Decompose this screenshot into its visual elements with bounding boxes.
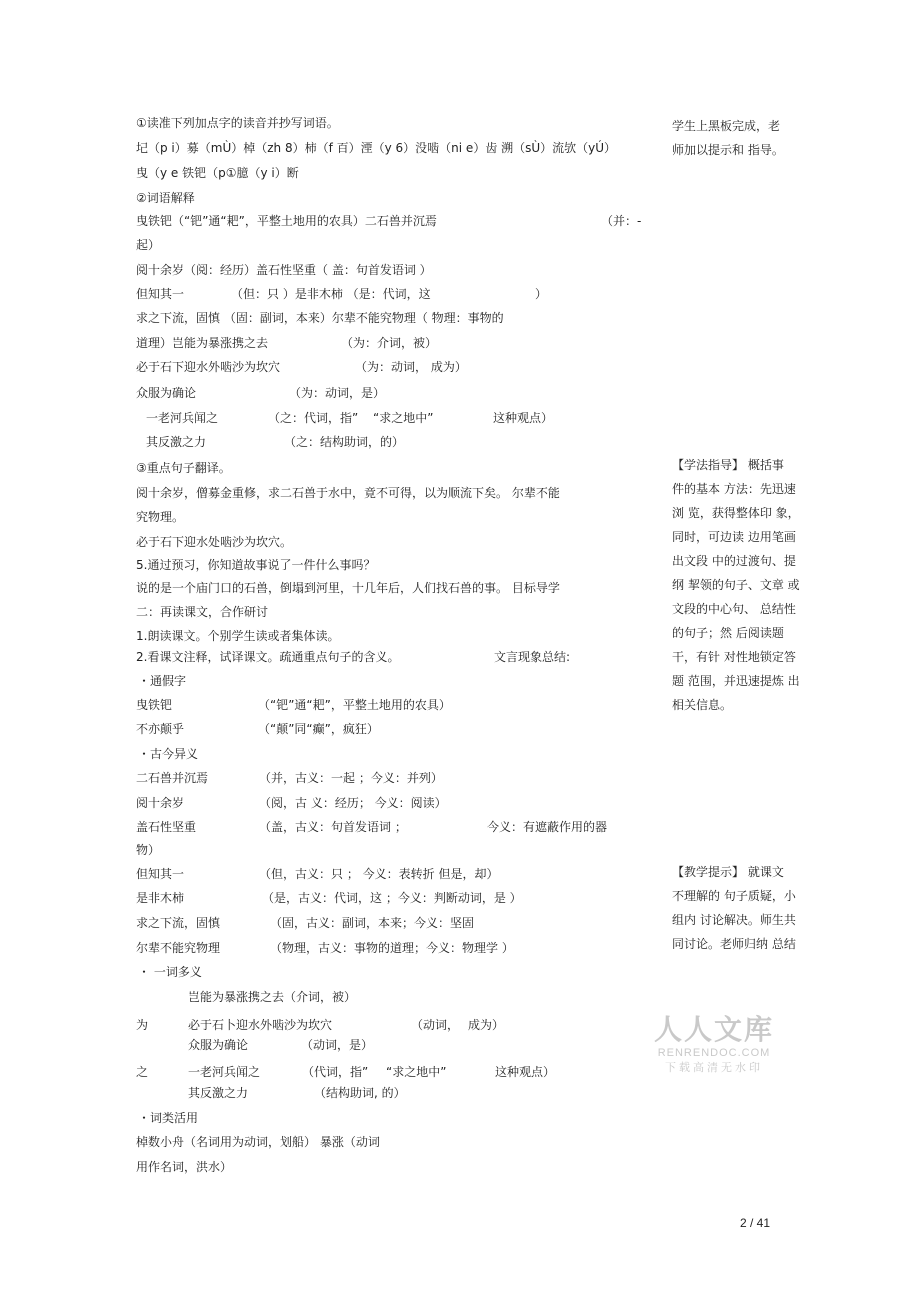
main-text-line: 棹数小舟（名词用为动词，划船） 暴涨（动词 <box>136 1135 380 1149</box>
main-text-line: ①读准下列加点字的读音并抄写词语。 <box>136 116 339 130</box>
main-text-line: 起） <box>136 238 161 252</box>
main-text-line: 曳铁钯 （“钯”通“耙”，平整土地用的农具） <box>136 698 451 712</box>
note-line: 件的基本 方法：先迅速 <box>672 482 796 496</box>
main-text-line: 说的是一个庙门口的石兽，倒塌到河里，十几年后，人们找石兽的事。 目标导学 <box>136 581 560 595</box>
main-text-line: 究物理。 <box>136 510 185 524</box>
main-text-line: 道理）岂能为暴涨携之去 （为：介词，被） <box>136 336 438 350</box>
main-text-line: 不亦颠乎 （“颠”同“癫”，疯狂） <box>136 722 379 736</box>
subsection-heading: ・通假字 <box>138 674 187 688</box>
main-text-line: 物） <box>136 843 161 857</box>
main-text-line: 尔辈不能究物理 （物理，古义：事物的道理；今义：物理学 ） <box>136 941 514 955</box>
main-text-line: 一老河兵闻之 （之：代词，指” “求之地中” 这种观点） <box>146 411 554 425</box>
main-text-line: 用作名词，洪水） <box>136 1160 233 1174</box>
main-text-line: 之 一老河兵闻之 （代词，指” “求之地中” 这种观点） <box>136 1065 556 1079</box>
main-text-line: 为 必于石卜迎水外啮沙为坎穴 （动词， 成为） <box>136 1018 505 1032</box>
main-text-line: 必于石下迎水外啮沙为坎穴 （为：动词， 成为） <box>136 360 467 374</box>
main-text-line: 1.朗读课文。个别学生读或者集体读。 <box>136 629 340 643</box>
main-text-line: 必于石下迎水处啮沙为坎穴。 <box>136 535 293 549</box>
main-text-line: 曳铁钯（“钯”通“耙”，平整土地用的农具）二石兽并沉焉 （并：- <box>136 214 642 228</box>
note-line: 相关信息。 <box>672 698 733 712</box>
main-text-line: 众服为确论 （为：动词，是） <box>136 386 386 400</box>
main-text-line: 2.看课文注释，试译课文。疏通重点句子的含义。 文言现象总结: <box>136 650 571 664</box>
note-line: 干，有针 对性地锁定答 <box>672 650 796 664</box>
note-line: 学生上黑板完成，老 <box>672 119 781 133</box>
note-line: 文段的中心句、 总结性 <box>672 602 796 616</box>
main-text-line: 求之下流，固慎 （固，古义：副词，本来；今义：坚固 <box>136 916 475 930</box>
main-text-line: 曳（y e 铁钯（p①臆（y i）断 <box>136 166 299 180</box>
watermark-logo <box>648 1014 780 1076</box>
main-text-line: 阅十余岁 （阅，古 义：经历； 今义：阅读） <box>136 796 447 810</box>
subsection-heading: ・ 一词多义 <box>138 965 202 979</box>
main-text-line: 但知其一 （但：只 ）是非木柿 （是：代词，这 ） <box>136 287 548 301</box>
note-line: 纲 挈领的句子、文章 或 <box>672 578 800 592</box>
watermark-domain: RENRENDOC.COM <box>657 1047 771 1059</box>
note-line: 组内 讨论解决。师生共 <box>672 913 796 927</box>
main-text-line: 众服为确论 （动词，是） <box>188 1038 374 1052</box>
note-line: 同讨论。老师归纳 总结 <box>672 937 796 951</box>
margin-note-board <box>672 114 812 162</box>
watermark-title: 人人文库 <box>653 1013 774 1046</box>
note-line: 不理解的 句子质疑，小 <box>672 889 796 903</box>
main-text-line: 圮（p i）募（mÙ）棹（zh 8）柿（f 百）湮（y 6）没啮（ni e）齿 溯（sÙ）流欤（yÚ） <box>136 141 617 155</box>
main-text-line: 岂能为暴涨携之去（介词，被） <box>188 990 357 1004</box>
section-heading: 二：再读课文，合作研讨 <box>136 605 269 619</box>
note-line: 题 范围，并迅速提炼 出 <box>672 674 800 688</box>
watermark-tagline: 下载高清无水印 <box>665 1061 763 1074</box>
main-text-line: 但知其一 （但，古义：只 ； 今义：表转折 但是，却） <box>136 867 499 881</box>
main-text-line: 二石兽并沉焉 （并，古义：一起 ；今义：并列） <box>136 771 443 785</box>
note-line: 同时，可边读 边用笔画 <box>672 530 796 544</box>
main-text-line: 求之下流，固慎 （固：副词，本来）尔辈不能究物理（ 物理：事物的 <box>136 311 504 325</box>
section-heading: 5.通过预习，你知道故事说了一件什么事吗？ <box>136 558 376 572</box>
main-text-line: 其反激之力 （之：结构助词，的） <box>146 435 405 449</box>
margin-note-teaching-tip <box>672 860 812 956</box>
subsection-heading: ・古今异义 <box>138 747 199 761</box>
note-line: 浏 览，获得整体印 象， <box>672 506 800 520</box>
main-text-line: 阅十余岁（阅：经历）盖石性坚重（ 盖：句首发语词 ） <box>136 263 432 277</box>
main-text-line: 阅十余岁，僧募金重修，求二石兽于水中，竟不可得，以为顺流下矣。 尔辈不能 <box>136 486 560 500</box>
subsection-heading: ・词类活用 <box>138 1111 199 1125</box>
main-text-line: 是非木柿 （是，古义：代词，这 ；今义：判断动词，是 ） <box>136 891 522 905</box>
note-line: 【教学提示】 就课文 <box>672 865 784 879</box>
note-line: 出文段 中的过渡句、提 <box>672 554 796 568</box>
main-text-line: 其反激之力 （结构助词, 的） <box>188 1086 406 1100</box>
note-line: 【学法指导】 概括事 <box>672 458 784 472</box>
main-text-line: 盖石性坚重 （盖，古义：句首发语词 ； 今义：有遮蔽作用的器 <box>136 820 608 834</box>
margin-note-study-guide <box>672 453 812 717</box>
note-line: 的句子；然 后阅读题 <box>672 626 784 640</box>
page-number: 2 / 41 <box>740 1216 771 1230</box>
note-line: 师加以提示和 指导。 <box>672 143 784 157</box>
section-heading: ②词语解释 <box>136 191 195 205</box>
section-heading: ③重点句子翻译。 <box>136 461 231 475</box>
